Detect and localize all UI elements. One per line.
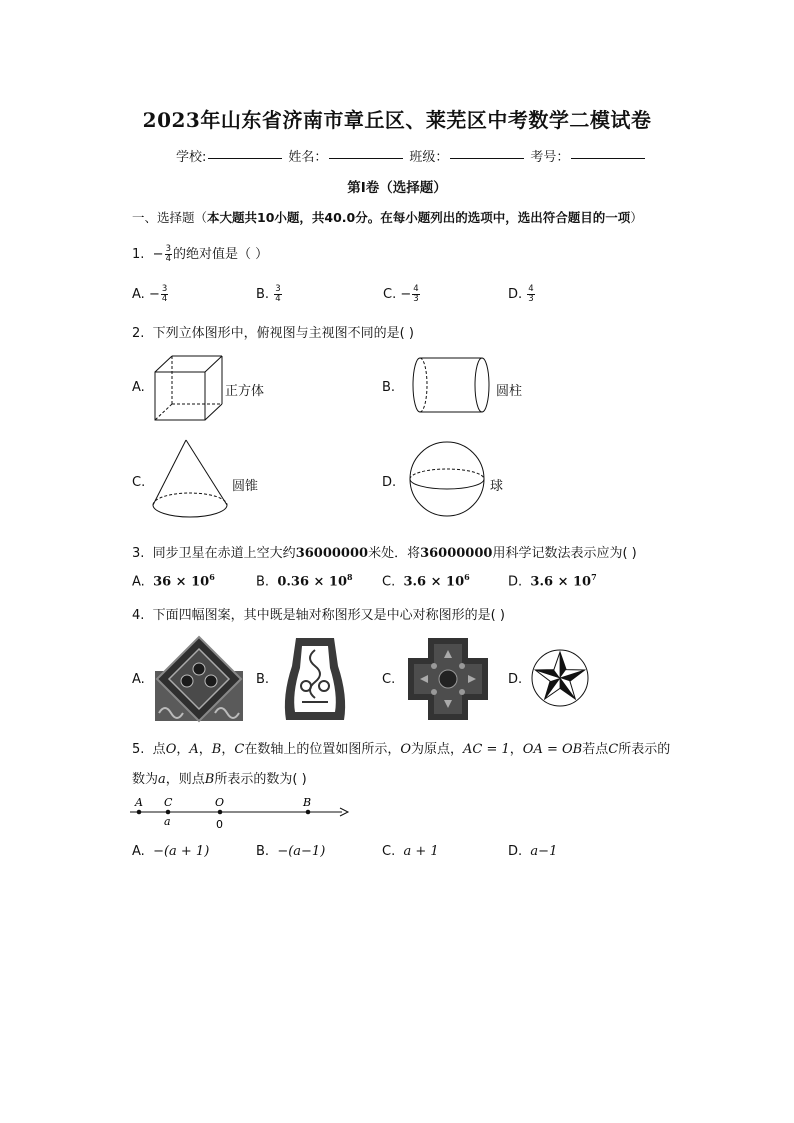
question-number: 4. xyxy=(132,608,145,623)
punct: ， xyxy=(221,742,235,757)
option-exponent: 8 xyxy=(347,572,353,582)
pattern-a-image xyxy=(155,637,243,721)
q1-option-c[interactable] xyxy=(383,285,421,304)
option-exponent: 6 xyxy=(464,572,470,582)
cube-figure xyxy=(150,352,225,424)
volume-heading: 第I卷（选择题） xyxy=(347,180,447,196)
point-o: O xyxy=(165,742,177,757)
question-number: 2. xyxy=(132,326,145,341)
option-expr: −(a + 1) xyxy=(153,844,210,859)
stem-text: 所表示的数为( ) xyxy=(214,772,307,787)
stem-text: 所表示的 xyxy=(618,742,671,757)
cylinder-figure xyxy=(410,355,492,415)
axis-label-b: B xyxy=(303,796,312,809)
option-expr: −(a−1) xyxy=(277,844,326,859)
q5-option-d[interactable] xyxy=(508,844,557,859)
stem-text: 点 xyxy=(152,742,166,757)
punct: ， xyxy=(509,742,523,757)
option-expr: a−1 xyxy=(530,844,558,859)
denominator: 4 xyxy=(161,294,168,304)
sphere-figure xyxy=(408,440,486,518)
option-label: A. xyxy=(132,844,145,859)
option-label: D. xyxy=(508,574,523,590)
point-c: C xyxy=(608,742,619,757)
punct: ， xyxy=(176,742,190,757)
point-b: B xyxy=(211,742,222,757)
question-5-line-1 xyxy=(132,738,670,757)
class-label: 班级： xyxy=(409,150,449,165)
denominator: 4 xyxy=(165,254,171,264)
stem-text: 为原点， xyxy=(411,742,464,757)
stem-text: 在数轴上的位置如图所示， xyxy=(244,742,401,757)
stem-text: 的绝对值是（ ） xyxy=(173,247,269,262)
option-expr: a + 1 xyxy=(403,844,439,859)
name-label: 姓名： xyxy=(288,150,328,165)
q5-option-a[interactable] xyxy=(132,844,209,859)
option-label: C. xyxy=(382,844,396,859)
exam-no-label: 考号： xyxy=(530,150,570,165)
q1-option-a[interactable] xyxy=(132,285,169,304)
cube-label: 正方体 xyxy=(225,384,265,399)
q2-option-c-label[interactable]: C. xyxy=(132,475,146,490)
q4-option-d-label[interactable]: D. xyxy=(508,672,523,687)
name-field[interactable] xyxy=(329,146,403,159)
question-2-stem xyxy=(132,322,414,341)
minus-sign: − xyxy=(152,247,164,262)
axis-zero: 0 xyxy=(216,818,223,831)
stem-text: 若点 xyxy=(582,742,609,757)
numerator: 4 xyxy=(528,284,534,294)
section-detail: 本大题共10小题，共40.0分。在每小题列出的选项中，选出符合题目的一项 xyxy=(207,210,631,225)
question-number: 1. xyxy=(132,247,145,262)
section-suffix: ） xyxy=(630,210,643,225)
stem-text: 下面四幅图案，其中既是轴对称图形又是中心对称图形的是( ) xyxy=(152,608,505,623)
q1-option-d[interactable] xyxy=(508,285,536,304)
option-exponent: 6 xyxy=(209,572,215,582)
stem-text: ，则点 xyxy=(165,772,205,787)
stem-text: 数为 xyxy=(132,772,159,787)
fraction xyxy=(161,285,168,304)
question-5-line-2 xyxy=(132,768,307,787)
school-field[interactable] xyxy=(208,146,282,159)
q1-option-b[interactable] xyxy=(256,285,283,304)
point-o: O xyxy=(400,742,411,757)
stem-text: 同步卫星在赤道上空大约 xyxy=(152,546,296,561)
option-label: A. xyxy=(132,287,145,302)
question-4-stem xyxy=(132,604,505,623)
q5-option-b[interactable] xyxy=(256,844,325,859)
punct: ， xyxy=(198,742,212,757)
cone-label: 圆锥 xyxy=(232,479,259,494)
exam-no-field[interactable] xyxy=(571,146,645,159)
option-base: 36 × 10 xyxy=(153,574,210,590)
axis-label-o: O xyxy=(215,796,225,809)
option-exponent: 7 xyxy=(591,572,597,582)
equation: AC = 1 xyxy=(463,742,510,757)
cylinder-label: 圆柱 xyxy=(496,384,523,399)
axis-value-a: a xyxy=(164,815,171,828)
option-label: B. xyxy=(256,574,270,590)
q4-option-b-label[interactable]: B. xyxy=(256,672,270,687)
option-sign: − xyxy=(148,287,160,302)
denominator: 3 xyxy=(528,294,534,304)
option-base: 3.6 × 10 xyxy=(403,574,465,590)
question-1-stem xyxy=(132,243,268,264)
option-label: B. xyxy=(256,844,270,859)
section-prefix: 一、选择题（ xyxy=(132,210,208,225)
q2-option-d-label[interactable]: D. xyxy=(382,475,397,490)
variable-a: a xyxy=(158,772,166,787)
question-number: 3. xyxy=(132,546,145,561)
numerator: 3 xyxy=(165,244,171,254)
point-a: A xyxy=(189,742,199,757)
option-label: A. xyxy=(132,574,145,590)
q4-option-c-label[interactable]: C. xyxy=(382,672,396,687)
q2-option-b-label[interactable]: B. xyxy=(382,380,396,395)
pattern-b-image xyxy=(282,636,348,722)
option-label: D. xyxy=(508,287,523,302)
axis-label-a: A xyxy=(135,796,143,809)
option-sign: − xyxy=(400,287,412,302)
number-value: 36000000 xyxy=(295,546,369,561)
fraction xyxy=(412,285,419,304)
question-3-stem xyxy=(132,542,637,561)
denominator: 3 xyxy=(413,294,419,304)
option-base: 0.36 × 10 xyxy=(277,574,348,590)
numerator: 3 xyxy=(161,284,168,294)
section-heading xyxy=(132,208,643,226)
option-base: 3.6 × 10 xyxy=(530,574,592,590)
sphere-label: 球 xyxy=(490,479,504,494)
pattern-c-image xyxy=(406,636,490,722)
student-info xyxy=(176,146,651,165)
option-label: C. xyxy=(383,287,397,302)
option-label: D. xyxy=(508,844,523,859)
cone-figure xyxy=(150,437,230,523)
q3-option-a[interactable] xyxy=(132,572,215,589)
equation: OA = OB xyxy=(522,742,583,757)
number-value: 36000000 xyxy=(420,546,493,561)
number-line-figure xyxy=(128,794,353,834)
pattern-d-star-image xyxy=(530,648,590,708)
option-label: C. xyxy=(382,574,396,590)
fraction xyxy=(165,245,172,264)
stem-text: 用科学记数法表示应为( ) xyxy=(492,546,637,561)
page-title: 2023年山东省济南市章丘区、莱芜区中考数学二模试卷 xyxy=(142,108,652,132)
axis-label-c: C xyxy=(164,796,173,809)
q5-option-c[interactable] xyxy=(382,844,439,859)
fraction xyxy=(527,285,534,304)
question-number: 5. xyxy=(132,742,145,757)
point-b: B xyxy=(204,772,215,787)
q4-option-a-label[interactable]: A. xyxy=(132,672,145,687)
option-label: B. xyxy=(256,287,270,302)
q3-option-b[interactable] xyxy=(256,572,353,589)
numerator: 3 xyxy=(275,284,281,294)
q2-option-a-label[interactable]: A. xyxy=(132,380,145,395)
class-field[interactable] xyxy=(450,146,524,159)
numerator: 4 xyxy=(413,284,419,294)
denominator: 4 xyxy=(275,294,281,304)
fraction xyxy=(274,285,281,304)
stem-text: 下列立体图形中，俯视图与主视图不同的是( ) xyxy=(152,326,414,341)
point-c: C xyxy=(234,742,245,757)
q3-option-d[interactable] xyxy=(508,572,597,589)
q3-option-c[interactable] xyxy=(382,572,470,589)
stem-text: 米处．将 xyxy=(368,546,421,561)
school-label: 学校: xyxy=(176,150,207,165)
